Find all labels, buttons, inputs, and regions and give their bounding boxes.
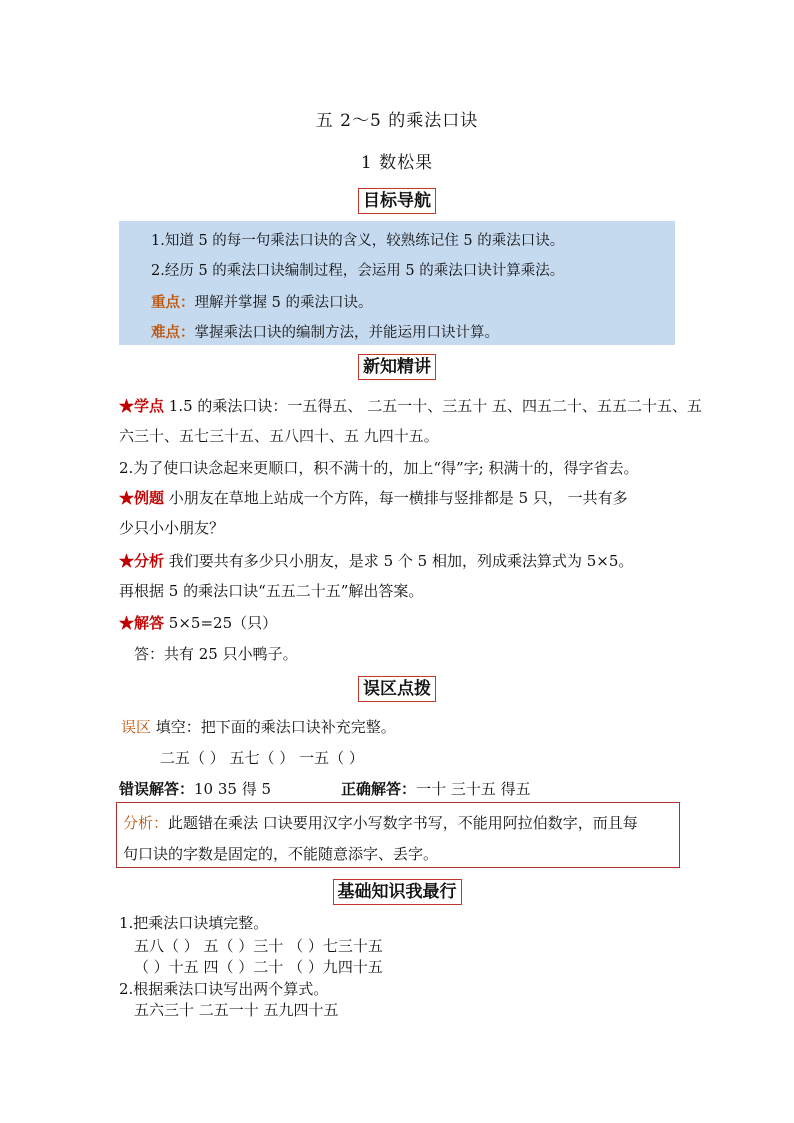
key-point-label: 重点： — [151, 294, 195, 311]
goals-heading-wrap — [0, 188, 794, 214]
mistake-prompt — [121, 716, 396, 737]
question-1-row-2: （ ）十五 四（ ）二十 （ ）九四十五 — [134, 958, 383, 976]
basic-heading: 基础知识我最行 — [333, 879, 462, 905]
mistake-solutions — [119, 778, 531, 799]
analysis-line-1 — [119, 550, 633, 571]
analysis-text: 我们要共有多少只小朋友，是求 5 个 5 相加，列成乘法算式为 5×5。 — [164, 552, 634, 570]
goals-box — [119, 221, 675, 345]
goals-heading: 目标导航 — [358, 188, 436, 214]
question-1: 1.把乘法口诀填完整。 — [119, 914, 269, 932]
new-knowledge-heading-wrap — [0, 354, 794, 380]
learning-point-label: 学点 — [134, 397, 165, 415]
mistake-blanks: 二五（ ） 五七（ ） 一五（ ） — [160, 749, 364, 767]
mistake-label: 误区 — [121, 718, 152, 736]
analysis-line-2: 再根据 5 的乘法口诀“五五二十五”解出答案。 — [119, 582, 424, 600]
mistake-prompt-text: 填空：把下面的乘法口诀补充完整。 — [151, 718, 396, 736]
difficult-point — [151, 321, 499, 342]
lesson-title: 1 数松果 — [360, 153, 434, 173]
mistake-analysis-text: 此题错在乘法 口诀要用汉字小写数字书写，不能用阿拉伯数字，而且每 — [168, 814, 638, 832]
question-1-row-1: 五八（ ） 五（ ）三十 （ ）七三十五 — [134, 937, 383, 955]
example-label: 例题 — [134, 489, 165, 507]
learning-point-2: 2.为了使口诀念起来更顺口，积不满十的，加上“得”字; 积满十的，得字省去。 — [119, 459, 639, 477]
mistake-analysis-line-1 — [123, 812, 638, 833]
learning-point-text: 1.5 的乘法口诀：一五得五、 二五一十、三五十 五、四五二十、五五二十五、五 — [164, 397, 702, 415]
new-knowledge-heading: 新知精讲 — [358, 354, 436, 380]
basic-heading-wrap — [0, 879, 794, 905]
wrong-answer-label: 错误解答： — [119, 780, 195, 798]
answer-label: 解答 — [134, 614, 165, 632]
answer-text: 5×5=25（只） — [164, 614, 278, 632]
difficult-point-text: 掌握乘法口诀的编制方法，并能运用口诀计算。 — [194, 325, 499, 341]
star-icon: ★ — [119, 552, 135, 570]
star-icon: ★ — [119, 489, 135, 507]
example-line-1 — [119, 487, 628, 508]
mistake-heading: 误区点拨 — [358, 676, 436, 702]
right-answer-label: 正确解答： — [341, 780, 417, 798]
key-point-text: 理解并掌握 5 的乘法口诀。 — [194, 295, 373, 311]
wrong-answer-text: 10 35 得 5 — [194, 780, 272, 798]
question-2-row: 五六三十 二五一十 五九四十五 — [134, 1001, 339, 1019]
answer-line-2: 答：共有 25 只小鸭子。 — [134, 645, 298, 663]
goal-item-1: 1.知道 5 的每一句乘法口诀的含义，较熟练记住 5 的乘法口诀。 — [151, 233, 565, 249]
star-icon: ★ — [119, 614, 135, 632]
goal-item-2: 2.经历 5 的乘法口诀编制过程，会运用 5 的乘法口诀计算乘法。 — [151, 263, 565, 279]
answer-line-1 — [119, 612, 277, 633]
right-answer-text: 一十 三十五 得五 — [416, 780, 531, 798]
key-point — [151, 291, 372, 312]
mistake-analysis-line-2: 句口诀的字数是固定的，不能随意添字、丢字。 — [123, 845, 439, 863]
learning-point-line-2: 六三十、五七三十五、五八四十、五 九四十五。 — [119, 427, 439, 445]
analysis-label: 分析 — [134, 552, 165, 570]
mistake-analysis-box — [116, 802, 680, 868]
question-2: 2.根据乘法口诀写出两个算式。 — [119, 980, 329, 998]
mistake-heading-wrap — [0, 676, 794, 702]
mistake-analysis-label: 分析： — [123, 814, 169, 832]
example-line-2: 少只小小朋友？ — [119, 519, 225, 537]
unit-title: 五 2～5 的乘法口诀 — [315, 111, 479, 131]
star-icon: ★ — [119, 397, 135, 415]
difficult-point-label: 难点： — [151, 324, 195, 341]
example-text: 小朋友在草地上站成一个方阵，每一横排与竖排都是 5 只， 一共有多 — [164, 489, 628, 507]
learning-point-line-1 — [119, 395, 702, 416]
